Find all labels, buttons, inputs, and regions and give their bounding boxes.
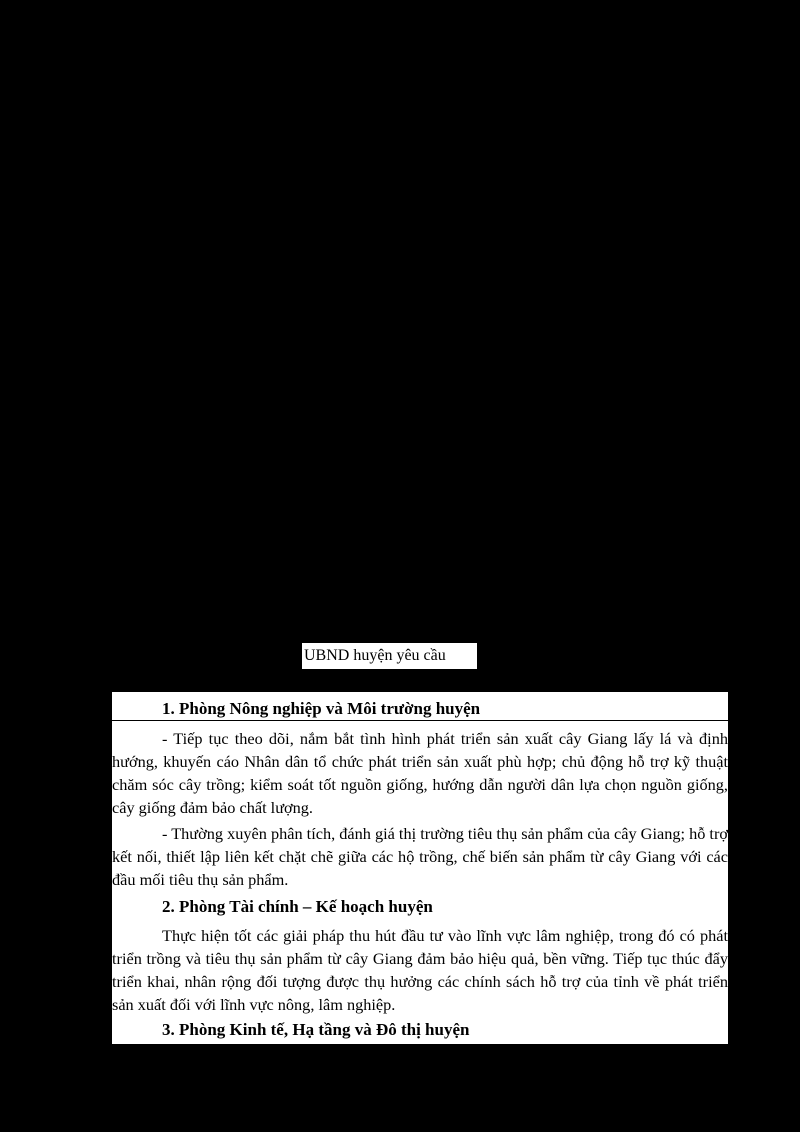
- paragraph-finance-1: Thực hiện tốt các giải pháp thu hút đầu tư vào lĩnh vực lâm nghiệp, trong đó có phát triển trồng và tiêu thụ sản phẩm từ cây Giang đảm bảo hiệu quả, bền vững. Tiếp tục thúc đẩy triển khai, nhân rộng đối tượng được thụ hưởng các chính sách hỗ trợ của tỉnh về phát triển sản xuất đối với lĩnh vực nông, lâm nghiệp.: [112, 926, 728, 1014]
- section-heading-agriculture: 1. Phòng Nông nghiệp và Môi trường huyện: [162, 699, 481, 718]
- heading-divider: [112, 720, 728, 721]
- paragraph-agriculture-2: - Thường xuyên phân tích, đánh giá thị trường tiêu thụ sản phẩm của cây Giang; hỗ trợ kết nối, thiết lập liên kết chặt chẽ giữa các hộ trồng, chế biến sản phẩm từ cây Giang với các đầu mối tiêu thụ sản phẩm.: [112, 824, 728, 889]
- intro-text-fragment: [302, 643, 477, 669]
- paragraph-agriculture-1: - Tiếp tục theo dõi, nắm bắt tình hình phát triển sản xuất cây Giang lấy lá và định hướng, khuyến cáo Nhân dân tổ chức phát triển sản xuất phù hợp; chủ động hỗ trợ kỹ thuật chăm sóc cây trồng; kiểm soát tốt nguồn giống, hướng dẫn người dân lựa chọn nguồn giống, cây giống đảm bảo chất lượng.: [112, 729, 728, 817]
- section-heading-infrastructure: 3. Phòng Kinh tế, Hạ tầng và Đô thị huyện: [162, 1020, 470, 1039]
- intro-text: UBND huyện yêu cầu: [304, 647, 446, 664]
- document-excerpt: [112, 692, 728, 1044]
- section-heading-finance: 2. Phòng Tài chính – Kế hoạch huyện: [162, 897, 433, 916]
